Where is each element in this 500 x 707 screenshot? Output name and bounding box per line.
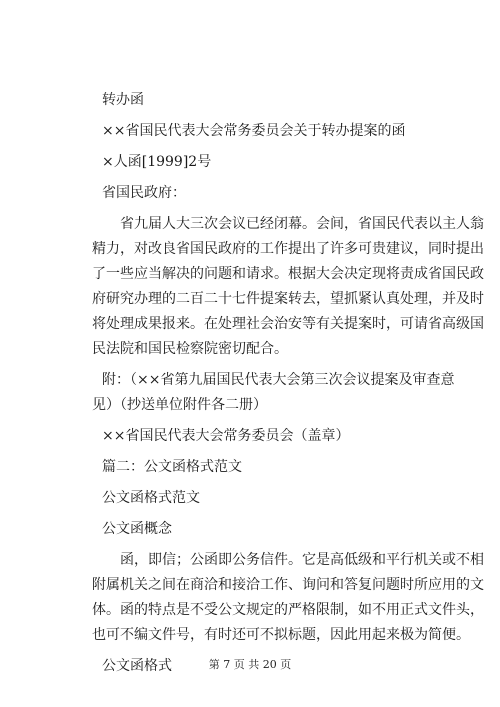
addressee: 省国民政府： bbox=[102, 185, 186, 201]
concept-heading: 公文函概念 bbox=[102, 521, 172, 537]
body-paragraph-line: 府研究办理的二百二十七件提案转去，望抓紧认真处理，并及时 bbox=[92, 291, 484, 307]
section-title: 公文函格式范文 bbox=[102, 490, 200, 506]
concept-paragraph-line: 体。函的特点是不受公文规定的严格限制，如不用正式文件头， bbox=[92, 602, 484, 618]
page-number-footer: 第 7 页 共 20 页 bbox=[208, 658, 292, 671]
document-number: ×人函[1999]2号 bbox=[102, 154, 212, 170]
body-paragraph-line: 民法院和国民检察院密切配合。 bbox=[92, 341, 288, 357]
format-heading: 公文函格式 bbox=[102, 658, 172, 674]
body-paragraph-line: 省九届人大三次会议已经闭幕。会间，省国民代表以主人翁 bbox=[120, 216, 484, 232]
attachment-line: 附：（××省第九届国民代表大会第三次会议提案及审查意 bbox=[102, 372, 455, 388]
body-paragraph-line: 了一些应当解决的问题和请求。根据大会决定现将责成省国民政 bbox=[92, 266, 484, 282]
signature: ××省国民代表大会常务委员会（盖章） bbox=[102, 428, 350, 444]
concept-paragraph-line: 也可不编文件号，有时还可不拟标题，因此用起来极为简便。 bbox=[92, 627, 470, 643]
body-paragraph-line: 精力，对改良省国民政府的工作提出了许多可贵建议，同时提出 bbox=[92, 241, 484, 257]
document-body bbox=[92, 88, 484, 679]
concept-paragraph-line: 函，即信；公函即公务信件。它是高低级和平行机关或不相 bbox=[120, 552, 484, 568]
attachment-line: 见）（抄送单位附件各二册） bbox=[92, 397, 267, 413]
letter-title: ××省国民代表大会常务委员会关于转办提案的函 bbox=[102, 123, 406, 139]
heading: 转办函 bbox=[102, 92, 144, 108]
body-paragraph-line: 将处理成果报来。在处理社会治安等有关提案时，可请省高级国 bbox=[92, 316, 484, 332]
section-heading: 篇二：公文函格式范文 bbox=[102, 459, 242, 475]
concept-paragraph-line: 附属机关之间在商洽和接洽工作、询问和答复问题时所应用的文 bbox=[92, 577, 484, 593]
